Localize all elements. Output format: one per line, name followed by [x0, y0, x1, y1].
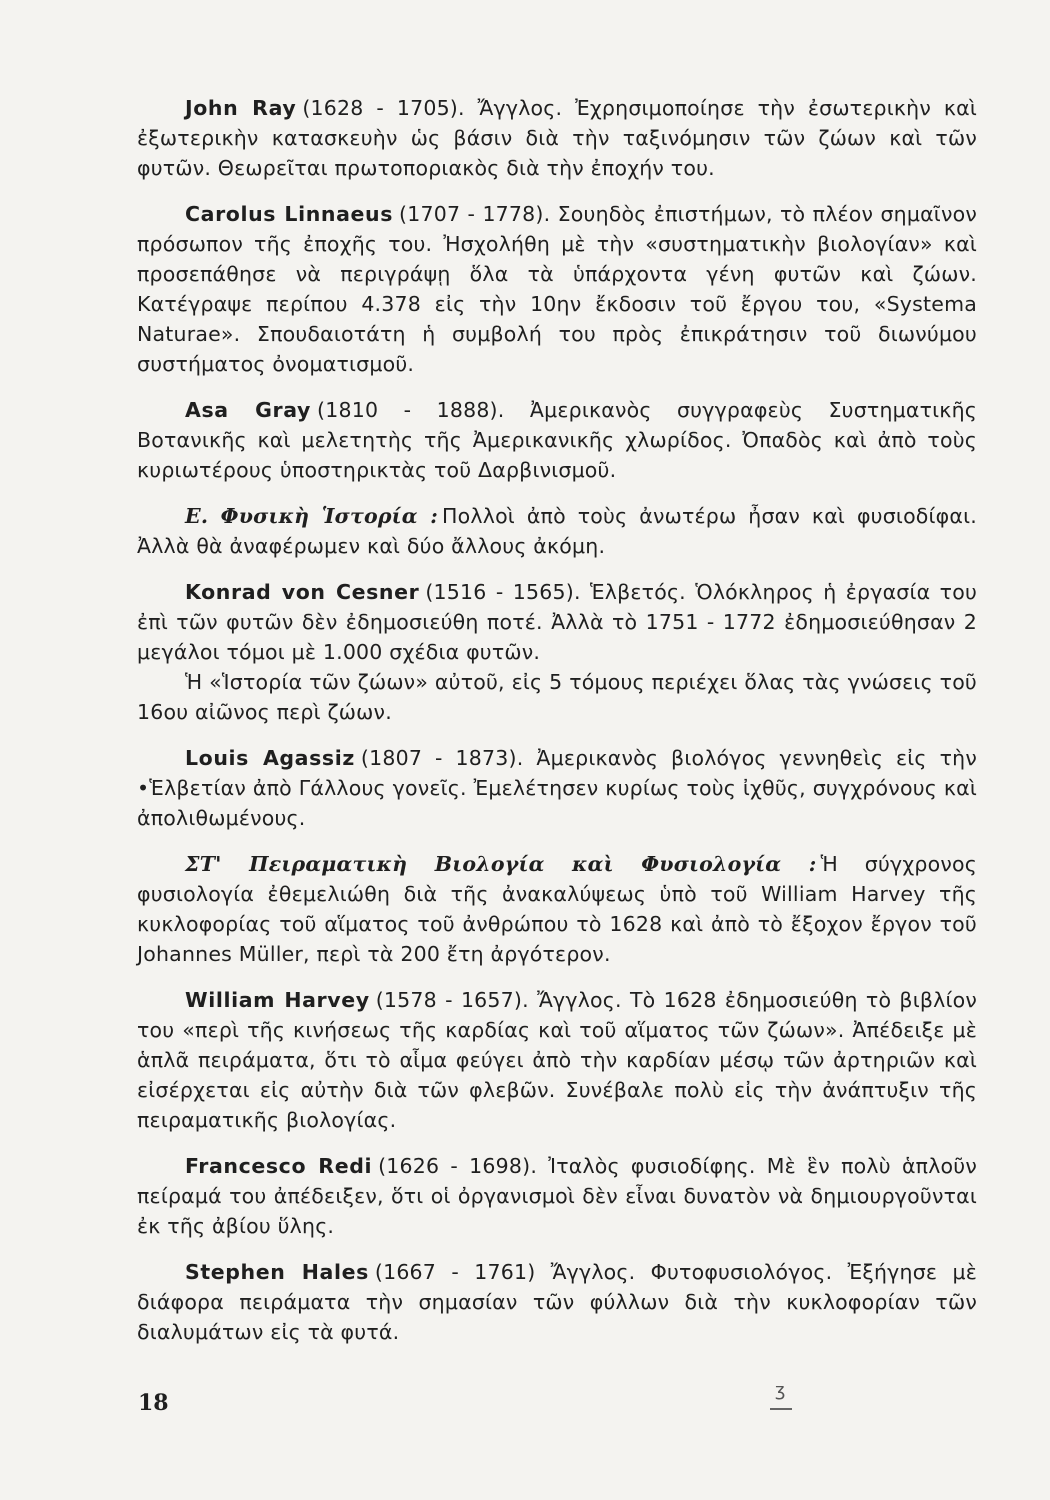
entry-text: (1807 - 1873). Ἀμερικανὸς βιολόγος γεννηθεὶς εἰς τὴν •Ἑλβετίαν ἀπὸ Γάλλους γονεῖς. Ἐμελέτησεν κυρίως τοὺς ἰχθῦς, συγχρόνους καὶ ἀπολιθωμένους.	[137, 746, 977, 830]
entry-john-ray	[137, 93, 977, 183]
section-natural-history	[137, 501, 977, 561]
entry-asa-gray	[137, 395, 977, 485]
entry-stephen-hales	[137, 1257, 977, 1347]
entry-text: (1578 - 1657). Ἄγγλος. Τὸ 1628 ἐδημοσιεύθη τὸ βιβλίον του «περὶ τῆς κινήσεως τῆς καρδίας καὶ τοῦ αἵματος τῶν ζώων». Ἀπέδειξε μὲ ἁπλᾶ πειράματα, ὅτι τὸ αἷμα φεύγει ἀπὸ τὴν καρδίαν μέσῳ τῶν ἀρτηριῶν καὶ εἰσέρχεται εἰς αὐτὴν διὰ τῶν φλεβῶν. Συνέβαλε πολὺ εἰς τὴν ἀνάπτυξιν τῆς πειραματικῆς βιολογίας.	[137, 988, 977, 1132]
page-number: 18	[138, 1390, 169, 1416]
entry-text: (1628 - 1705). Ἄγγλος. Ἐχρησιμοποίησε τὴν ἐσωτερικὴν καὶ ἐξωτερικὴν κατασκευὴν ὡς βάσιν διὰ τὴν ταξινόμησιν τῶν ζώων καὶ τῶν φυτῶν. Θεωρεῖται πρωτοποριακὸς διὰ τὴν ἐποχήν του.	[137, 96, 977, 180]
entry-carolus-linnaeus	[137, 199, 977, 379]
scan-mark: ʒ	[775, 1380, 786, 1401]
entry-text: (1626 - 1698). Ἰταλὸς φυσιοδίφης. Μὲ ἓν πολὺ ἁπλοῦν πείραμά του ἀπέδειξεν, ὅτι οἱ ὀργανισμοὶ δὲν εἶναι δυνατὸν νὰ δημιουργοῦνται ἐκ τῆς ἀβίου ὕλης.	[137, 1154, 977, 1238]
entry-name: Stephen Hales	[185, 1260, 369, 1284]
entry-william-harvey	[137, 985, 977, 1135]
entry-name: Louis Agassiz	[185, 746, 355, 770]
entry-name: Carolus Linnaeus	[185, 202, 394, 226]
entry-text-continued: Ἡ «Ἱστορία τῶν ζώων» αὐτοῦ, εἰς 5 τόμους περιέχει ὅλας τὰς γνώσεις τοῦ 16ου αἰῶνος περὶ ζώων.	[137, 670, 977, 724]
entry-name: Francesco Redi	[185, 1154, 373, 1178]
entry-text: (1707 - 1778). Σουηδὸς ἐπιστήμων, τὸ πλέον σημαῖνον πρόσωπον τῆς ἐποχῆς του. Ἠσχολήθη μὲ τὴν «συστηματικὴν βιολογίαν» καὶ προσεπάθησε νὰ περιγράψῃ ὅλα τὰ ὑπάρχοντα γένη φυτῶν καὶ ζώων. Κατέγραψε περίπου 4.378 εἰς τὴν 10ην ἔκδοσιν τοῦ ἔργου του, «Systema Naturae». Σπουδαιοτάτη ἡ συμβολή του πρὸς ἐπικράτησιν τοῦ διωνύμου συστήματος ὀνοματισμοῦ.	[137, 202, 977, 376]
entry-konrad-von-cesner	[137, 577, 977, 727]
entry-text: (1516 - 1565). Ἑλβετός. Ὁλόκληρος ἡ ἐργασία του ἐπὶ τῶν φυτῶν δὲν ἐδημοσιεύθη ποτέ. Ἀλλὰ τὸ 1751 - 1772 ἐδημοσιεύθησαν 2 μεγάλοι τόμοι μὲ 1.000 σχέδια φυτῶν.	[137, 580, 978, 664]
section-text: Ἡ σύγχρονος φυσιολογία ἐθεμελιώθη διὰ τῆς ἀνακαλύψεως ὑπὸ τοῦ William Harvey τῆς κυκλοφορίας τοῦ αἵματος τοῦ ἀνθρώπου τὸ 1628 καὶ ἀπὸ τὸ ἔξοχον ἔργον τοῦ Johannes Müller, περὶ τὰ 200 ἔτη ἀργότερον.	[137, 852, 977, 966]
entry-text: (1810 - 1888). Ἀμερικανὸς συγγραφεὺς Συστηματικῆς Βοτανικῆς καὶ μελετητὴς τῆς Ἀμερικανικῆς χλωρίδος. Ὀπαδὸς καὶ ἀπὸ τοὺς κυριωτέρους ὑποστηρικτὰς τοῦ Δαρβινισμοῦ.	[137, 398, 978, 482]
scan-dash	[770, 1408, 792, 1410]
section-experimental-biology	[137, 849, 977, 969]
entry-name: Konrad von Cesner	[185, 580, 420, 604]
section-heading: Ε. Φυσικὴ Ἱστορία :	[185, 504, 439, 528]
entry-name: John Ray	[185, 96, 297, 120]
entry-francesco-redi	[137, 1151, 977, 1241]
entry-louis-agassiz	[137, 743, 977, 833]
entry-name: Asa Gray	[185, 398, 312, 422]
section-heading: ΣΤ' Πειραματικὴ Βιολογία καὶ Φυσιολογία :	[185, 852, 817, 876]
section-text: Πολλοὶ ἀπὸ τοὺς ἀνωτέρω ἦσαν καὶ φυσιοδίφαι. Ἀλλὰ θὰ ἀναφέρωμεν καὶ δύο ἄλλους ἀκόμη.	[137, 504, 977, 558]
entry-name: William Harvey	[185, 988, 370, 1012]
entry-text: (1667 - 1761) Ἄγγλος. Φυτοφυσιολόγος. Ἐξήγησε μὲ διάφορα πειράματα τὴν σημασίαν τῶν φύλλων διὰ τὴν κυκλοφορίαν τῶν διαλυμάτων εἰς τὰ φυτά.	[137, 1260, 977, 1344]
text-body	[137, 93, 977, 1363]
